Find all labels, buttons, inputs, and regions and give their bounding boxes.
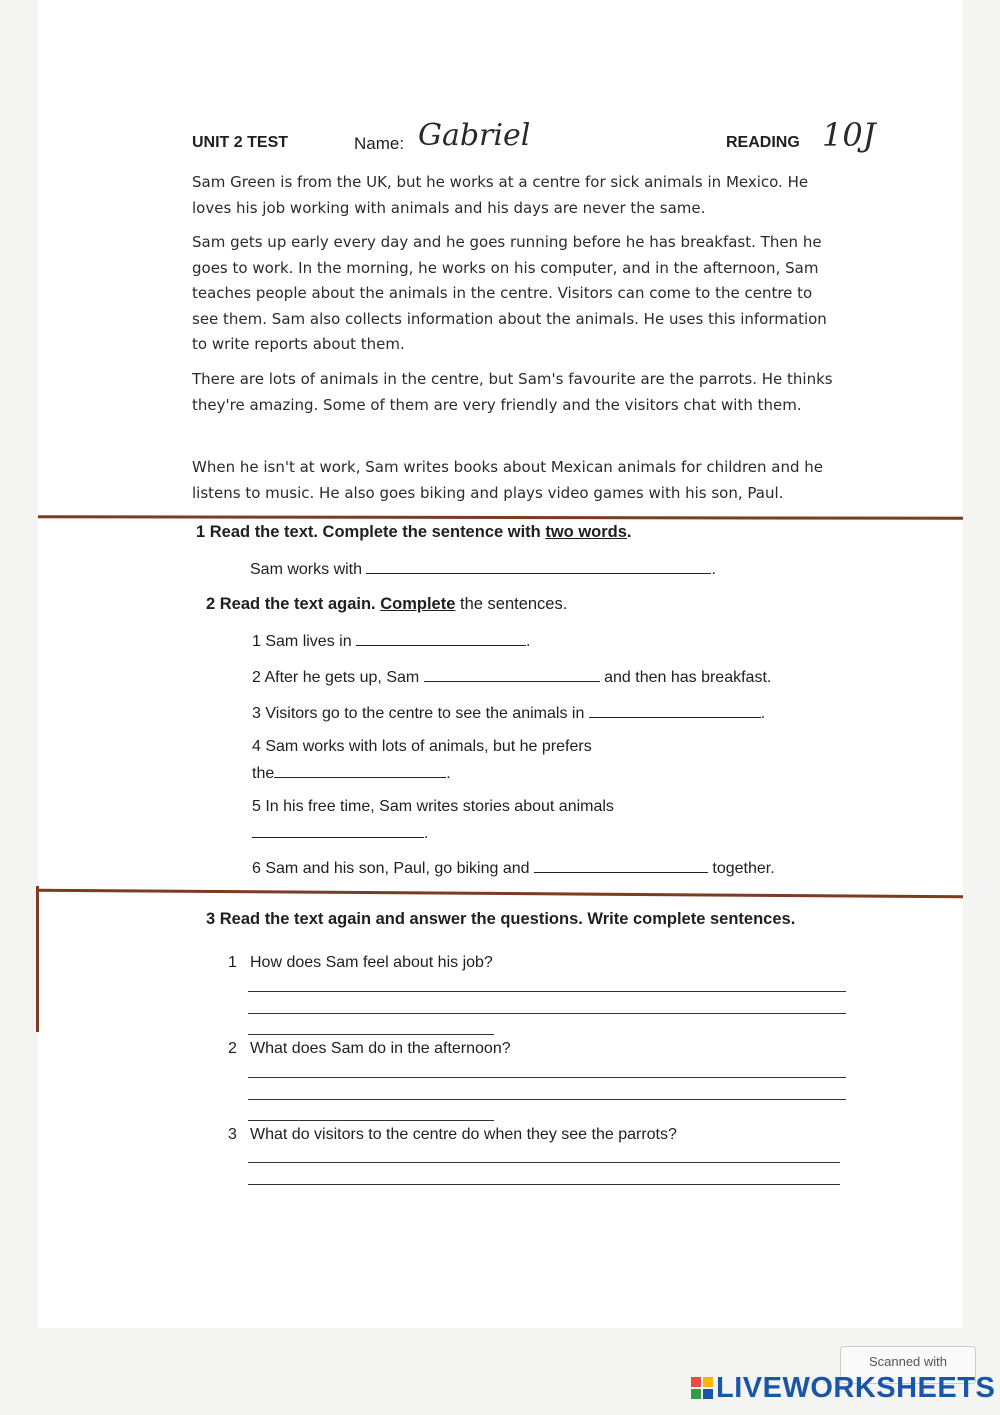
student-name: Gabriel — [418, 118, 531, 153]
q2-item-1 — [252, 631, 531, 651]
q2-item-3 — [252, 703, 765, 723]
q3-answer-1-line-3[interactable] — [248, 1034, 494, 1035]
q3-answer-3-line-2[interactable] — [248, 1184, 840, 1185]
q3-title: 3 Read the text again and answer the questions. Write complete sentences. — [206, 910, 796, 928]
q2-item-2-end: and then has breakfast. — [599, 669, 772, 686]
q2-title — [206, 595, 567, 614]
q3-answer-2-line-1[interactable] — [248, 1077, 846, 1078]
paragraph-2: Sam gets up early every day and he goes running before he has breakfast. Then he goes to work. In the morning, he works on his computer, and in the afternoon, Sam teaches people about the animals in the centre. Visitors can come to the centre to see them. Sam also collects information about the animals. He uses this information to write reports about them. — [192, 233, 827, 353]
q2-title-end: the sentences. — [455, 595, 568, 613]
q2-item-6-blank[interactable] — [534, 858, 708, 873]
score: 10J — [822, 116, 876, 154]
q2-item-4-text: the — [252, 765, 275, 782]
q3-answer-3-line-1[interactable] — [248, 1162, 840, 1163]
q3-question-3-text: What do visitors to the centre do when they see the parrots? — [250, 1126, 677, 1143]
margin-mark — [36, 886, 39, 1032]
q2-item-1-blank[interactable] — [356, 631, 526, 646]
name-label: Name: — [354, 134, 405, 153]
q3-question-2-number: 2 — [228, 1040, 237, 1057]
q2-title-text: 2 Read the text again. — [206, 595, 381, 613]
q3-answer-2-line-2[interactable] — [248, 1099, 846, 1100]
q2-item-6 — [252, 858, 775, 878]
q2-item-4-line2 — [252, 763, 451, 783]
q2-item-3-blank[interactable] — [589, 703, 761, 718]
q2-item-2 — [252, 667, 771, 687]
q2-item-5-blank[interactable] — [252, 823, 424, 838]
q3-question-2 — [228, 1040, 511, 1058]
q2-title-emphasis: Complete — [380, 595, 456, 613]
q3-question-1 — [228, 954, 493, 972]
q1-title-text: 1 Read the text. Complete the sentence with — [196, 523, 546, 541]
q1-sentence-end: . — [711, 561, 716, 578]
q3-question-1-number: 1 — [228, 954, 237, 971]
paragraph-3: There are lots of animals in the centre, but Sam's favourite are the parrots. He thinks they're amazing. Some of them are very friendly and the visitors chat with them. — [192, 370, 833, 414]
q1-title-emphasis: two words — [545, 523, 627, 541]
q2-item-3-text: 3 Visitors go to the centre to see the animals in — [252, 705, 589, 722]
q2-item-1-text: 1 Sam lives in — [252, 633, 357, 650]
q2-item-6-text: 6 Sam and his son, Paul, go biking and — [252, 860, 534, 877]
q2-item-5-line2 — [252, 823, 428, 843]
q1-answer-blank[interactable] — [366, 559, 711, 574]
scanner-badge: Scanned with — [840, 1346, 976, 1384]
paragraph-1: Sam Green is from the UK, but he works at a centre for sick animals in Mexico. He loves his job working with animals and his days are never the same. — [192, 173, 809, 217]
q3-answer-1-line-2[interactable] — [248, 1013, 846, 1014]
paragraph-4: When he isn't at work, Sam writes books about Mexican animals for children and he listens to music. He also goes biking and plays video games with his son, Paul. — [192, 458, 824, 502]
q1-title — [196, 523, 632, 542]
q2-item-2-text: 2 After he gets up, Sam — [252, 669, 424, 686]
q2-item-5-line1: 5 In his free time, Sam writes stories about animals — [252, 798, 614, 815]
q3-answer-1-line-1[interactable] — [248, 991, 846, 992]
q2-item-4-line1: 4 Sam works with lots of animals, but he prefers — [252, 738, 592, 755]
q3-question-3-number: 3 — [228, 1126, 237, 1143]
section-title: READING — [726, 134, 800, 151]
brand-watermark — [690, 1372, 995, 1405]
q2-item-3-end: . — [760, 705, 766, 722]
unit-title: UNIT 2 TEST — [192, 134, 289, 151]
q2-item-5-end: . — [424, 825, 429, 842]
q3-question-2-text: What does Sam do in the afternoon? — [250, 1040, 511, 1057]
q3-question-3 — [228, 1126, 677, 1144]
q2-item-1-end: . — [526, 633, 531, 650]
q1-sentence-text: Sam works with — [250, 561, 367, 578]
liveworksheets-logo-icon — [690, 1376, 714, 1400]
q3-question-1-text: How does Sam feel about his job? — [250, 954, 493, 971]
q1-title-end: . — [626, 523, 632, 541]
q2-item-4-blank[interactable] — [274, 763, 446, 778]
q1-sentence — [250, 559, 716, 579]
q3-answer-2-line-3[interactable] — [248, 1120, 494, 1121]
q2-item-2-blank[interactable] — [424, 667, 600, 682]
q2-item-6-end: together. — [707, 860, 775, 877]
brand-text: LIVEWORKSHEETS — [716, 1372, 996, 1404]
q2-item-4-end: . — [446, 765, 451, 782]
